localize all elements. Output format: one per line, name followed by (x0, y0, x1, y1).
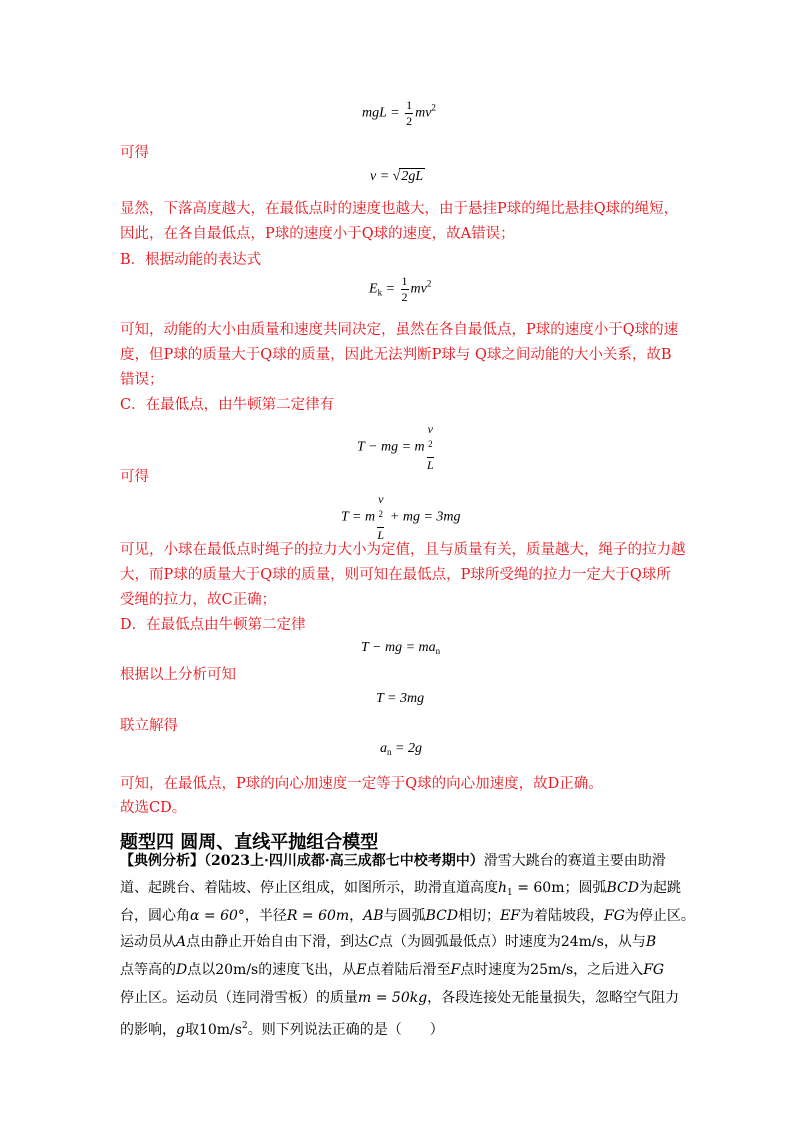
text-line: 联立解得 (120, 718, 178, 734)
equation-kinetic-energy: $E_k$ = $\frac{1}{2}$ $mv^2$ (369, 274, 432, 304)
text-line: C．在最低点，由牛顿第二定律有 (120, 397, 335, 413)
text-line: 错误； (120, 372, 164, 388)
text-line: D．在最低点由牛顿第二定律 (120, 617, 306, 633)
text-line: 因此，在各自最低点，P球的速度小于Q球的速度，故A错误； (120, 226, 515, 242)
equation-t-result: T = 3mg (376, 691, 425, 706)
problem-line-1: 【典例分析】（2023上·四川成都·高三成都七中校考期中）滑雪大跳台的赛道主要由助滑 (120, 853, 666, 869)
text-line: 故选CD。 (120, 800, 187, 816)
problem-line-2: 道、起跳台、着陆坡、停止区组成，如图所示，助滑直道高度$h_1 = 60m$；圆弧BCD为起跳 (120, 880, 681, 898)
text-line: 可知，动能的大小由质量和速度共同决定，虽然在各自最低点，P球的速度小于Q球的速 (120, 322, 679, 338)
equation-tension: T = m v $^2$ L + mg = 3mg (341, 492, 461, 542)
text-line: 可知，在最低点，P球的向心加速度一定等于Q球的向心加速度，故D正确。 (120, 776, 603, 792)
text-line: 显然，下落高度越大，在最低点时的速度也越大，由于悬挂P球的绳比悬挂Q球的绳短， (120, 201, 679, 217)
problem-line-5: 点等高的D点以20m/s的速度飞出，从E点着陆后滑至F点时速度为25m/s，之后进入FG (120, 962, 665, 978)
text-line: 根据以上分析可知 (120, 667, 236, 683)
equation-newton-d: T − mg = $ma_n$ (361, 640, 441, 656)
equation-acceleration: $a_n = 2g$ (380, 741, 422, 757)
section-heading: 题型四 圆周、直线平抛组合模型 (120, 832, 379, 853)
equation-newton-c: T − mg = m v $^2$ L (357, 422, 434, 472)
problem-line-4: 运动员从A点由静止开始自由下滑，到达C点（为圆弧最低点）时速度为24m/s，从与B (120, 934, 657, 950)
text-line: 可得 (120, 469, 149, 485)
text-line: 大，而P球的质量大于Q球的质量，则可知在最低点，P球所受绳的拉力一定大于Q球所 (120, 567, 671, 583)
problem-line-7: 的影响，g取$10m/s^2$。则下列说法正确的是（ ） (120, 1021, 444, 1038)
text-line: B．根据动能的表达式 (120, 252, 262, 268)
problem-line-3: 台，圆心角α = 60°，半径R = 60m，AB与圆弧BCD相切；EF为着陆坡段，FG为停止区。 (120, 908, 695, 924)
text-line: 可得 (120, 145, 149, 161)
equation-energy: mgL = $\frac{1}{2}$ $mv^2$ (362, 98, 436, 128)
text-line: 受绳的拉力，故C正确； (120, 592, 277, 608)
problem-line-6: 停止区。运动员（连同滑雪板）的质量m = 50kg，各段连接处无能量损失，忽略空气阻力 (120, 990, 680, 1006)
text-line: 度，但P球的质量大于Q球的质量，因此无法判断P球与 Q球之间动能的大小关系，故B (120, 347, 672, 363)
text-line: 可见，小球在最低点时绳子的拉力大小为定值，且与质量有关，质量越大，绳子的拉力越 (120, 542, 686, 558)
equation-velocity: v = √2gL (370, 169, 424, 184)
